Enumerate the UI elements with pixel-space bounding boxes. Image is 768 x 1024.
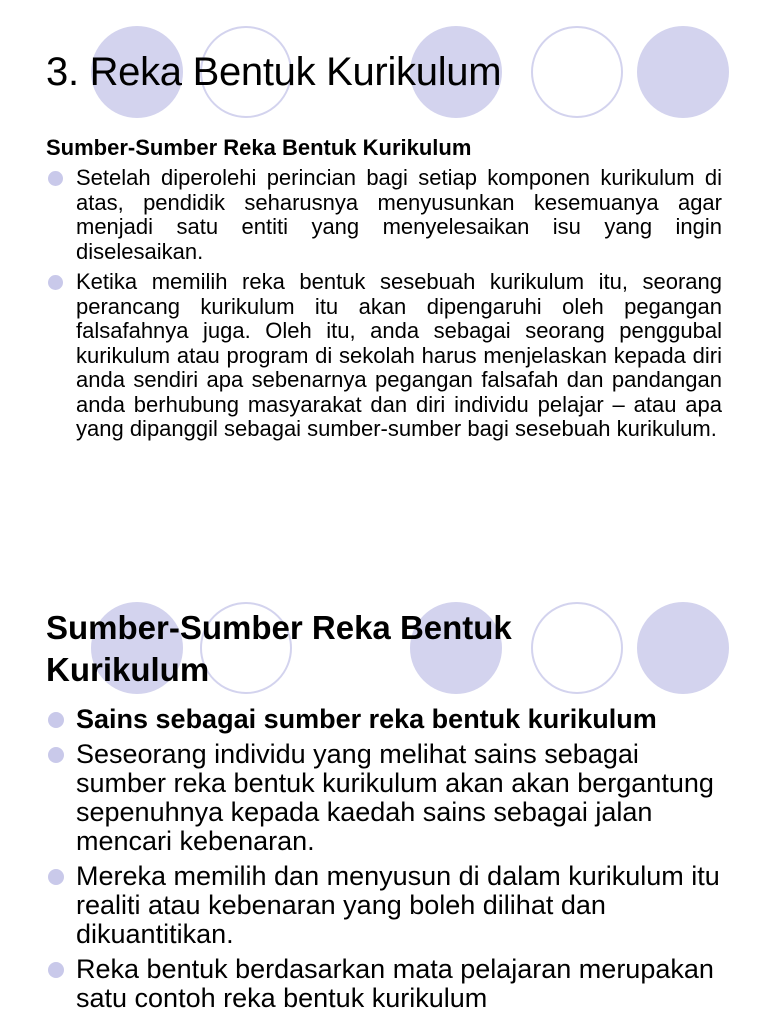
list-item (46, 955, 736, 1013)
list-item (46, 862, 736, 949)
slide-title: Sumber-Sumber Reka Bentuk Kurikulum (46, 609, 512, 688)
list-item (46, 270, 722, 442)
slide-title: 3. Reka Bentuk Kurikulum (46, 50, 502, 94)
bullet-list (46, 166, 722, 448)
list-item-text: Seseorang individu yang melihat sains sebagai sumber reka bentuk kurikulum akan akan bergantung sepenuhnya kepada kaedah sains sebagai jalan mencari kebenaran. (76, 739, 714, 856)
list-item-text: Sains sebagai sumber reka bentuk kurikulum (76, 704, 657, 734)
decorative-circle (637, 602, 729, 694)
bullet-icon (48, 171, 63, 186)
bullet-icon (48, 747, 64, 763)
list-item-text: Mereka memilih dan menyusun di dalam kurikulum itu realiti atau kebenaran yang boleh dilihat dan dikuantitikan. (76, 861, 720, 949)
list-item-text: Setelah diperolehi perincian bagi setiap komponen kurikulum di atas, pendidik seharusnya menyusunkan kesemuanya agar menjadi satu entiti yang menyelesaikan isu yang ingin diselesaikan. (76, 165, 722, 264)
list-item-text: Ketika memilih reka bentuk sesebuah kurikulum itu, seorang perancang kurikulum itu akan dipengaruhi oleh pegangan falsafahnya juga. Oleh itu, anda sebagai seorang penggubal kurikulum atau program di sekolah harus menjelaskan kepada diri anda sendiri apa sebenarnya pegangan falsafah dan pandangan anda berhubung masyarakat dan diri individu pelajar – atau apa yang dipanggil sebagai sumber-sumber bagi sesebuah kurikulum. (76, 269, 722, 441)
bullet-icon (48, 869, 64, 885)
slide-2 (0, 555, 768, 1024)
bullet-icon (48, 712, 64, 728)
slide-subheading: Sumber-Sumber Reka Bentuk Kurikulum (46, 135, 472, 160)
decorative-circle (637, 26, 729, 118)
bullet-icon (48, 962, 64, 978)
list-item (46, 740, 736, 856)
list-item (46, 705, 736, 734)
bullet-icon (48, 275, 63, 290)
list-item-text: Reka bentuk berdasarkan mata pelajaran merupakan satu contoh reka bentuk kurikulum (76, 954, 714, 1013)
decorative-circle (531, 26, 623, 118)
list-item (46, 166, 722, 264)
bullet-list (46, 705, 736, 1019)
